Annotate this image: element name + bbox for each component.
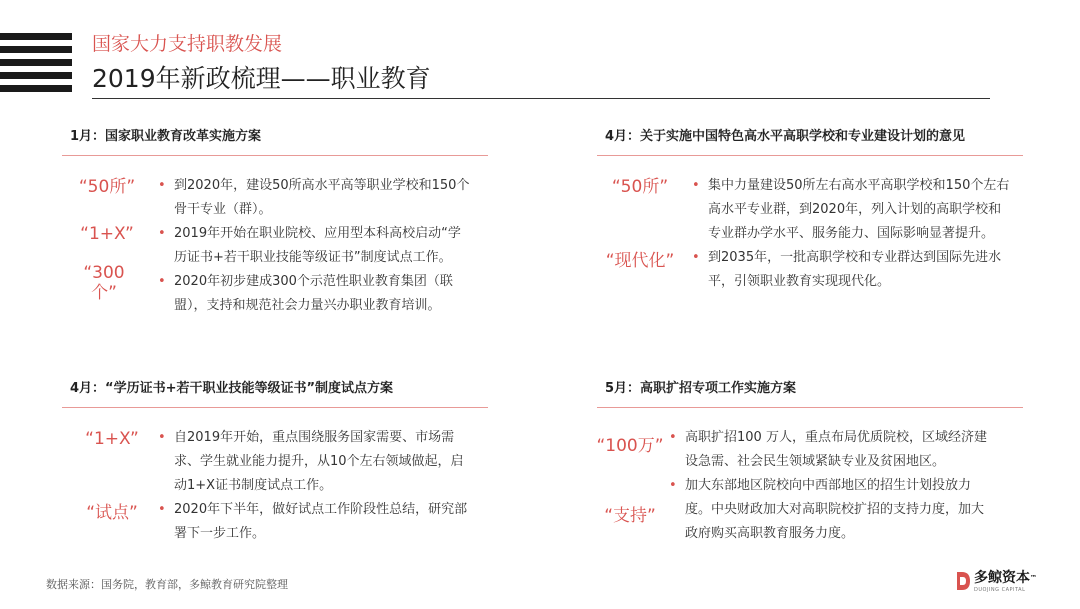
bullet-item: • 到2020年，建设50所高水平高等职业学校和150个骨干专业（群）。 bbox=[158, 174, 473, 222]
keyword-label: “50所” bbox=[611, 177, 669, 197]
bullet-item: • 2020年初步建成300个示范性职业教育集团（联盟），支持和规范社会力量兴办职业教育培训。 bbox=[158, 270, 473, 318]
bullet-item: • 集中力量建设50所左右高水平高职学校和150个左右高水平专业群，到2020年，列入计划的高职学校和专业群办学水平、服务能力、国际影响显著提升。 bbox=[692, 174, 1010, 246]
section-heading: 5月：高职扩招专项工作实施方案 bbox=[605, 381, 797, 396]
data-source-note: 数据来源：国务院，教育部，多鲸教育研究院整理 bbox=[46, 578, 288, 591]
page-title: 2019年新政梳理——职业教育 bbox=[92, 64, 431, 93]
section-divider bbox=[597, 155, 1023, 156]
bullet-item: • 自2019年开始，重点围绕服务国家需要、市场需求、学生就业能力提升，从10个左右领域做起，启动1+X证书制度试点工作。 bbox=[158, 426, 476, 498]
keyword-label: “现代化” bbox=[605, 251, 675, 271]
keyword-label: “50所” bbox=[78, 177, 136, 197]
section-divider bbox=[62, 407, 488, 408]
keyword-label: “1+X” bbox=[85, 429, 139, 449]
section-jan-reform-plan bbox=[62, 125, 488, 313]
logo-name: 多鲸资本 bbox=[974, 570, 1030, 586]
whale-logo-icon bbox=[955, 570, 971, 592]
keyword-label: “300个” bbox=[83, 263, 125, 303]
section-heading: 4月：关于实施中国特色高水平高职学校和专业建设计划的意见 bbox=[605, 129, 966, 144]
bullet-item: • 加大东部地区院校向中西部地区的招生计划投放力度。中央财政加大对高职院校扩招的支持力度，加大政府购买高职教育服务力度。 bbox=[669, 474, 987, 546]
section-divider bbox=[597, 407, 1023, 408]
section-apr-high-level-plan bbox=[597, 125, 1023, 289]
title-divider bbox=[92, 98, 990, 99]
logo-trademark: ™ bbox=[1030, 574, 1037, 582]
section-divider bbox=[62, 155, 488, 156]
keyword-label: “支持” bbox=[604, 506, 656, 526]
keyword-label: “1+X” bbox=[80, 224, 134, 244]
section-heading: 1月：国家职业教育改革实施方案 bbox=[70, 129, 262, 144]
page-subtitle: 国家大力支持职教发展 bbox=[92, 33, 283, 55]
section-may-enrollment-expansion bbox=[596, 377, 1023, 541]
section-heading: 4月：“学历证书+若干职业技能等级证书”制度试点方案 bbox=[70, 381, 394, 396]
bullet-item: • 2019年开始在职业院校、应用型本科高校启动“学历证书+若干职业技能等级证书”制度试点工作。 bbox=[158, 222, 473, 270]
keyword-label: “100万” bbox=[596, 436, 664, 456]
keyword-label: “试点” bbox=[86, 503, 138, 523]
bullet-item: • 到2035年，一批高职学校和专业群达到国际先进水平，引领职业教育实现现代化。 bbox=[692, 246, 1010, 294]
decorative-stripes bbox=[0, 33, 72, 98]
bullet-item: • 2020年下半年，做好试点工作阶段性总结，研究部署下一步工作。 bbox=[158, 498, 476, 546]
logo-subtext: DUOJING CAPITAL bbox=[974, 587, 1026, 593]
section-apr-1x-pilot bbox=[62, 377, 488, 541]
duojing-capital-logo bbox=[955, 570, 1037, 593]
bullet-item: • 高职扩招100 万人，重点布局优质院校，区域经济建设急需、社会民生领域紧缺专业及贫困地区。 bbox=[669, 426, 987, 474]
